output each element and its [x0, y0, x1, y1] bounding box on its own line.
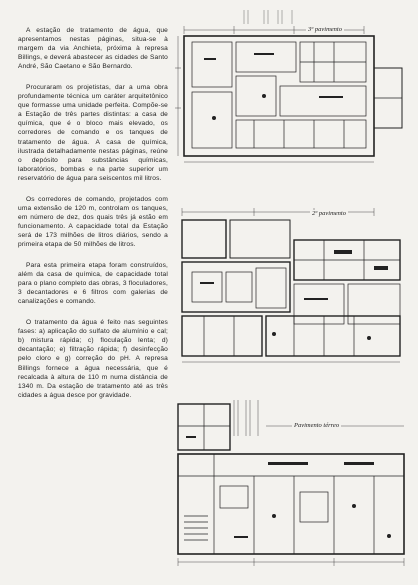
- floor-plan-2nd-drawing: [174, 200, 410, 368]
- floor-plan-3rd: [174, 8, 410, 168]
- floor-plan-2nd: [174, 200, 410, 368]
- floor-3-title: 3º pavimento: [308, 26, 342, 33]
- paragraph-treatment: O tratamento da água é feito nas seguintes fases: a) aplicação do sulfato de alumínio e cal; b) mistura rápida; c) floculação lenta; d) decantação; e) filtração rápida; f) desinfecção pelo cloro e g) correção do pH. A represa Billings fornece a água necessária, que é recalcada à altura de 110 m numa distância de 1340 m. Da estação de tratamento até as três cidades a água desce por gravidade.: [18, 319, 168, 399]
- paragraph-intro: A estação de tratamento de água, que apresentamos nestas páginas, situa-se à margem da via Anchieta, próxima à represa Billings, e deverá abastecer as cidades de Santo André, São Caetano e São Bernardo.: [18, 27, 168, 71]
- floor-plan-ground: [174, 396, 410, 576]
- floor-2-title: 2º pavimento: [312, 210, 346, 217]
- paragraph-design: Procuraram os projetistas, dar a uma obra profundamente técnica um caráter arquitetônico que formasse uma unidade perfeita. Compõe-se a Estação de três partes distintas: a casa de química, que é o bloco mais elevado, os corredores de comando e os tanques de tratamento de água. A casa de química, ilustrada detalhadamente nestas páginas, reúne o depósito para substâncias químicas, laboratórios, bombas e na parte superior um reservatório de água para seiscentos mil litros.: [18, 84, 168, 182]
- ground-floor-title: Pavimento térreo: [294, 422, 340, 429]
- floor-plan-3rd-drawing: [174, 8, 410, 168]
- paragraph-first-stage: Para esta primeira etapa foram construídos, além da casa de química, de capacidade total para o plano completo das obras, 3 floculadores, 3 decantadores e 6 filtros com galerias de canalizações e comando.: [18, 262, 168, 306]
- paragraph-corridors: Os corredores de comando, projetados com uma extensão de 120 m, controlam os tanques, em número de dez, dos quais três já estão em funcionamento. A capacidade total da Estação será de 173 milhões de litros diários, sendo a primeira etapa de 50 milhões de litros.: [18, 195, 168, 248]
- text-column: [18, 26, 168, 412]
